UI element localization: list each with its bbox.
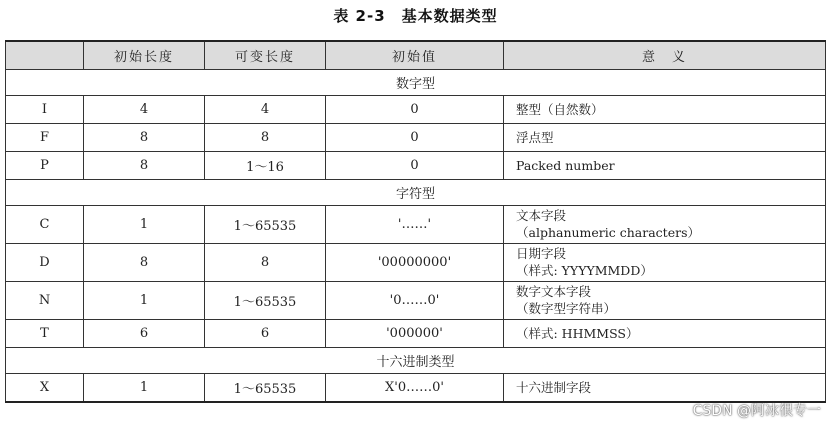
data-types-table (5, 40, 826, 403)
cell-variable-length: 1～16 (205, 151, 326, 179)
meaning-line: （样式: HHMMSS） (516, 325, 639, 341)
meaning-line: 十六进制字段 (516, 379, 592, 395)
meaning-line: 文本字段 (516, 208, 567, 223)
cell-initial-length: 1 (84, 281, 205, 319)
meaning-line: 日期字段 (516, 246, 567, 261)
table-row (6, 205, 826, 243)
cell-type: C (6, 205, 84, 243)
table-row (6, 373, 826, 402)
watermark: CSDN @阿冰很专一 (692, 403, 821, 419)
section-row (6, 69, 826, 95)
section-row (6, 179, 826, 205)
table-row (6, 281, 826, 319)
header-row (6, 41, 826, 69)
cell-variable-length: 8 (205, 243, 326, 281)
section-label: 数字型 (6, 69, 826, 95)
cell-meaning (504, 151, 826, 179)
cell-meaning (504, 319, 826, 347)
cell-type: I (6, 95, 84, 123)
cell-initial-value: '000000' (326, 319, 504, 347)
cell-initial-value: '……' (326, 205, 504, 243)
header-meaning: 意 义 (504, 41, 826, 69)
cell-type: X (6, 373, 84, 402)
cell-variable-length: 1～65535 (205, 205, 326, 243)
cell-type: F (6, 123, 84, 151)
cell-initial-length: 8 (84, 151, 205, 179)
cell-type: T (6, 319, 84, 347)
cell-meaning (504, 373, 826, 402)
cell-variable-length: 4 (205, 95, 326, 123)
meaning-line: （数字型字符串） (516, 301, 617, 316)
cell-initial-value: 0 (326, 95, 504, 123)
cell-variable-length: 6 (205, 319, 326, 347)
section-label: 字符型 (6, 179, 826, 205)
cell-meaning (504, 95, 826, 123)
cell-type: D (6, 243, 84, 281)
table-row (6, 123, 826, 151)
header-initial-value: 初始值 (326, 41, 504, 69)
cell-initial-value: '00000000' (326, 243, 504, 281)
cell-variable-length: 8 (205, 123, 326, 151)
meaning-line: Packed number (516, 157, 615, 173)
cell-initial-length: 1 (84, 205, 205, 243)
section-label: 十六进制类型 (6, 347, 826, 373)
cell-type: N (6, 281, 84, 319)
table-title: 表 2-3 基本数据类型 (333, 7, 498, 25)
cell-initial-value: 0 (326, 123, 504, 151)
header-initial-length: 初始长度 (84, 41, 205, 69)
cell-initial-length: 4 (84, 95, 205, 123)
header-variable-length: 可变长度 (205, 41, 326, 69)
meaning-line: 整型（自然数） (516, 101, 604, 117)
cell-variable-length: 1～65535 (205, 281, 326, 319)
cell-meaning (504, 281, 826, 319)
cell-initial-value: X'0……0' (326, 373, 504, 402)
header-type (6, 41, 84, 69)
meaning-line: （样式: YYYYMMDD） (516, 263, 653, 278)
cell-initial-length: 6 (84, 319, 205, 347)
cell-initial-length: 8 (84, 243, 205, 281)
section-row (6, 347, 826, 373)
table-row (6, 95, 826, 123)
cell-initial-length: 1 (84, 373, 205, 402)
table-row (6, 151, 826, 179)
meaning-line: 数字文本字段 (516, 284, 592, 299)
cell-variable-length: 1～65535 (205, 373, 326, 402)
cell-type: P (6, 151, 84, 179)
table-row (6, 319, 826, 347)
meaning-line: 浮点型 (516, 129, 554, 145)
cell-meaning (504, 243, 826, 281)
cell-initial-value: 0 (326, 151, 504, 179)
table-row (6, 243, 826, 281)
table-body (6, 69, 826, 402)
cell-meaning (504, 205, 826, 243)
cell-meaning (504, 123, 826, 151)
meaning-line: （alphanumeric characters） (516, 225, 700, 240)
cell-initial-length: 8 (84, 123, 205, 151)
cell-initial-value: '0……0' (326, 281, 504, 319)
